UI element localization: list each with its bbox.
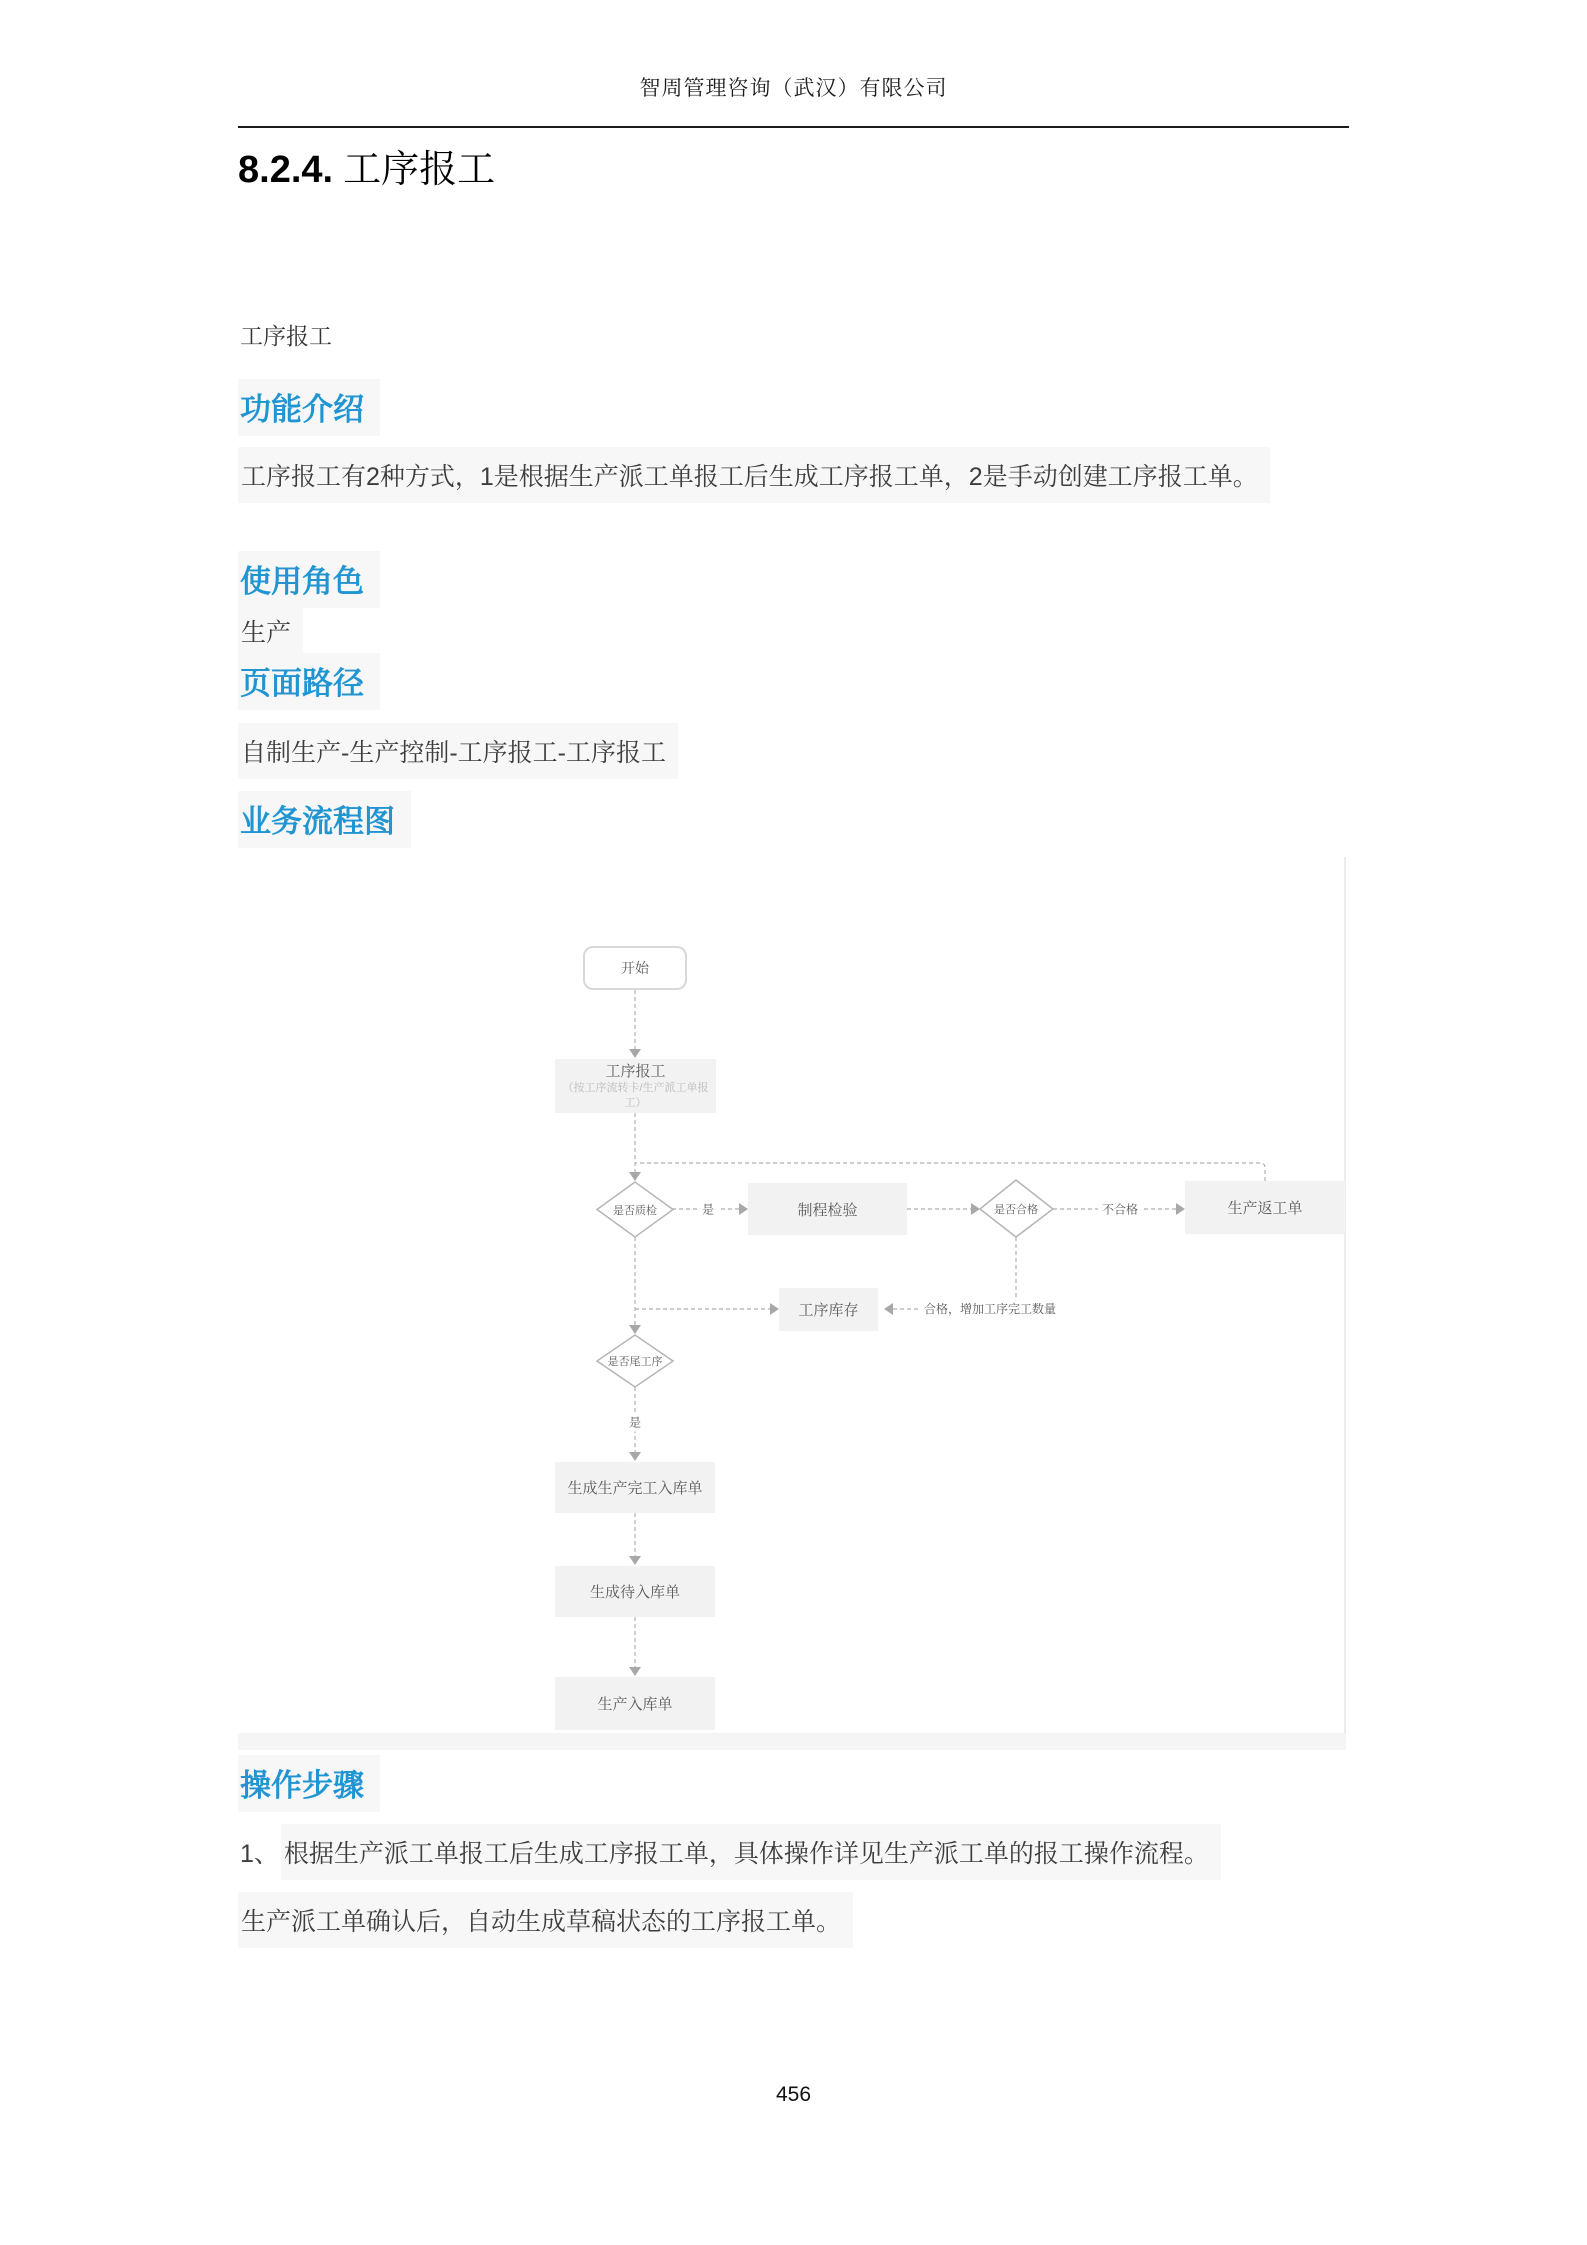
paragraph-path-text: 自制生产-生产控制-工序报工-工序报工 (238, 723, 678, 779)
section-title-text: 工序报工 (343, 149, 496, 191)
decision-qualified-label: 是否合格 (994, 1204, 1038, 1216)
decision-inspect-label: 是否质检 (613, 1205, 657, 1217)
business-flowchart (238, 857, 1346, 1750)
heading-role: 使用角色 (238, 551, 380, 608)
company-header: 智周管理咨询（武汉）有限公司 (639, 77, 948, 100)
arrow-right-icon (739, 1203, 748, 1215)
node-rework-order: 生产返工单 (1185, 1181, 1345, 1234)
arrow-down-icon (629, 1049, 641, 1058)
heading-path: 页面路径 (238, 653, 380, 710)
edge-label-unqualified: 不合格 (1098, 1200, 1142, 1219)
paragraph-feature (238, 447, 1270, 503)
edge-label-yes-2: 是 (625, 1413, 645, 1432)
intro-label: 工序报工 (240, 324, 332, 349)
arrow-down-icon (629, 1667, 641, 1676)
node-process-check: 制程检验 (748, 1183, 907, 1235)
node-process-inventory: 工序库存 (779, 1288, 878, 1331)
flow-lines (635, 990, 1265, 1670)
heading-flowchart: 业务流程图 (238, 791, 411, 848)
page-number: 456 (775, 2083, 812, 2106)
decision-last-process-label: 是否尾工序 (607, 1356, 663, 1368)
arrow-right-icon (971, 1203, 980, 1215)
paragraph-step-2 (238, 1892, 853, 1948)
header-rule (238, 126, 1349, 128)
arrow-left-icon (884, 1303, 893, 1315)
node-finish-inbound: 生成生产完工入库单 (555, 1462, 715, 1513)
paragraph-role (238, 603, 303, 659)
paragraph-feature-text: 工序报工有2种方式，1是根据生产派工单报工后生成工序报工单，2是手动创建工序报工单。 (238, 447, 1270, 503)
heading-feature: 功能介绍 (238, 379, 380, 436)
arrow-right-icon (1176, 1203, 1185, 1215)
arrow-down-icon (629, 1172, 641, 1181)
paragraph-role-text: 生产 (238, 603, 303, 659)
step-1-text: 根据生产派工单报工后生成工序报工单，具体操作详见生产派工单的报工操作流程。 (281, 1824, 1221, 1880)
node-process-report-subtitle: （按工序流转卡/生产派工单报工） (562, 1082, 709, 1109)
node-process-report (555, 1059, 716, 1113)
step-1-number: 1、 (240, 1840, 279, 1868)
node-process-report-title: 工序报工 (605, 1062, 666, 1080)
node-production-inbound: 生产入库单 (555, 1677, 715, 1730)
arrow-right-icon (770, 1303, 779, 1315)
section-title (238, 138, 495, 193)
flowchart-scrollbar-track (238, 1733, 1346, 1750)
paragraph-step-1 (238, 1824, 1221, 1880)
arrow-down-icon (629, 1556, 641, 1565)
edge-label-qualified: 合格，增加工序完工数量 (919, 1300, 1061, 1318)
paragraph-path (238, 723, 678, 779)
section-number: 8.2.4. (238, 149, 334, 191)
node-start: 开始 (583, 946, 687, 990)
node-pending-inbound: 生成待入库单 (555, 1566, 715, 1617)
heading-steps: 操作步骤 (238, 1755, 380, 1812)
step-2-text: 生产派工单确认后，自动生成草稿状态的工序报工单。 (238, 1892, 853, 1948)
arrow-down-icon (629, 1452, 641, 1461)
arrow-down-icon (629, 1325, 641, 1334)
flowchart-right-edge (1344, 857, 1346, 1733)
edge-label-yes-1: 是 (698, 1200, 718, 1219)
